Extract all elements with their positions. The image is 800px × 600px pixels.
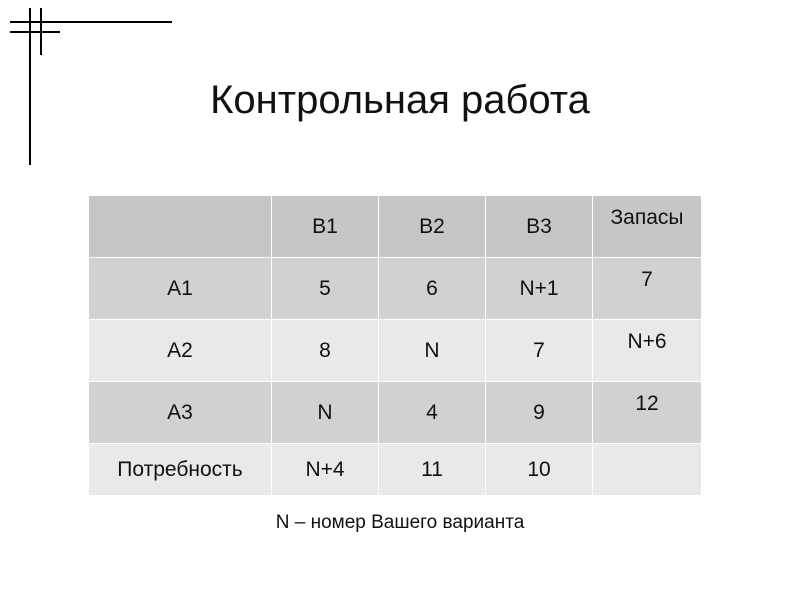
header-cell-b2: B2 bbox=[379, 196, 486, 258]
table-cell: 9 bbox=[486, 382, 593, 444]
header-cell-b3: B3 bbox=[486, 196, 593, 258]
row-label-a2: A2 bbox=[89, 320, 272, 382]
transport-table bbox=[88, 195, 702, 496]
table-cell-supply: N+6 bbox=[593, 320, 702, 382]
table-row bbox=[89, 258, 702, 320]
table-cell-supply: 12 bbox=[593, 382, 702, 444]
table-cell: N bbox=[379, 320, 486, 382]
table-row-demand bbox=[89, 444, 702, 496]
table-cell: 8 bbox=[272, 320, 379, 382]
header-cell-b1: B1 bbox=[272, 196, 379, 258]
footnote: N – номер Вашего варианта bbox=[275, 512, 525, 533]
row-label-a3: A3 bbox=[89, 382, 272, 444]
row-label-a1: A1 bbox=[89, 258, 272, 320]
table-header-row bbox=[89, 196, 702, 258]
table-cell: N bbox=[272, 382, 379, 444]
slide-title: Контрольная работа bbox=[210, 78, 590, 122]
table-row bbox=[89, 382, 702, 444]
header-cell-supply: Запасы bbox=[593, 196, 702, 258]
table-cell: 7 bbox=[486, 320, 593, 382]
header-cell-empty bbox=[89, 196, 272, 258]
table-cell: 11 bbox=[379, 444, 486, 496]
table-cell: 5 bbox=[272, 258, 379, 320]
table-cell: 10 bbox=[486, 444, 593, 496]
table-cell: N+1 bbox=[486, 258, 593, 320]
table-cell-empty bbox=[593, 444, 702, 496]
table-cell: 4 bbox=[379, 382, 486, 444]
table-cell: 6 bbox=[379, 258, 486, 320]
table-cell: N+4 bbox=[272, 444, 379, 496]
table-cell-supply: 7 bbox=[593, 258, 702, 320]
row-label-demand: Потребность bbox=[89, 444, 272, 496]
table-row bbox=[89, 320, 702, 382]
